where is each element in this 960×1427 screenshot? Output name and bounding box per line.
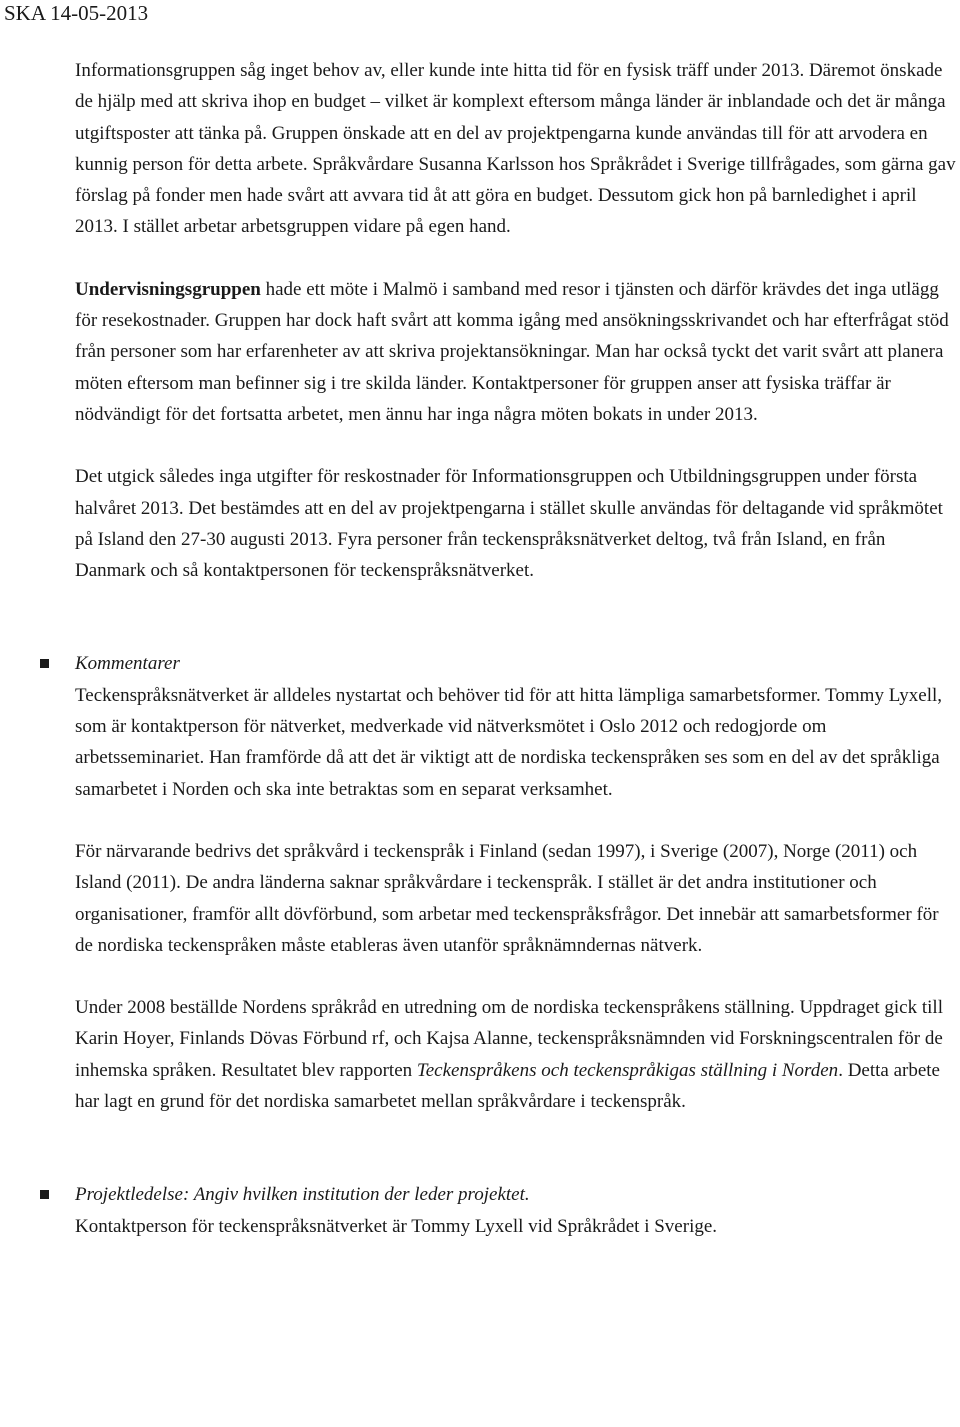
paragraph-kontaktperson: Kontaktperson för teckenspråksnätverket är Tommy Lyxell vid Språkrådet i Sverige. [75, 1215, 718, 1237]
document-header: SKA 14-05-2013 [4, 1, 149, 25]
paragraph-kommentarer-3 [75, 992, 959, 1117]
document-body [75, 55, 959, 1242]
paragraph-text: Under 2008 beställde Nordens språkråd en utredning om de nordiska teckenspråkens ställning. Uppdraget gick till Karin Hoyer, Finlands Dövas Förbund rf, och Kajsa Alanne, teckenspråksnämnden vid Forskningscentralen för de inhemska språken. Resultatet blev rapporten [75, 997, 943, 1081]
report-title: Teckenspråkens och teckenspråkigas ställning i Norden [416, 1059, 839, 1081]
paragraph-informationsgruppen: Informationsgruppen såg inget behov av, eller kunde inte hitta tid för en fysisk träff under 2013. Däremot önskade de hjälp med att skriva ihop en budget – vilket är komplext eftersom många länder är inblandade och det är många utgiftsposter att tänka på. Gruppen önskade att en del av projektpengarna kunde användas till för att arvodera en kunnig person för detta arbete. Språkvårdare Susanna Karlsson hos Språkrådet i Sverige tillfrågades, som gärna gav förslag på fonder men hade svårt att avvara tid åt att göra en budget. Dessutom gick hon på barnledighet i april 2013. I stället arbetar arbetsgruppen vidare på egen hand. [75, 60, 956, 238]
paragraph-kommentarer-2: För närvarande bedrivs det språkvård i teckenspråk i Finland (sedan 1997), i Sverige (2007), Norge (2011) och Island (2011). De andra länderna saknar språkvårdare i teckenspråk. I stället är det andra institutioner och organisationer, framför allt dövförbund, som arbetar med teckenspråksfrågor. Det innebär att samarbetsformer för de nordiska teckenspråken måste etableras även utanför språknämndernas nätverk. [75, 840, 939, 956]
paragraph-utgifter: Det utgick således inga utgifter för reskostnader för Informationsgruppen och Utbildningsgruppen under första halvåret 2013. Det bestämdes att en del av projektpengarna i stället skulle användas för deltagande vid språkmötet på Island den 27-30 augusti 2013. Fyra personer från teckenspråksnätverket deltog, två från Island, en från Danmark och så kontaktpersonen för teckenspråksnätverket. [75, 466, 943, 582]
section-heading-kommentarer: Kommentarer [75, 653, 180, 675]
paragraph-text: . Detta arbete har lagt en grund för det nordiska samarbetet mellan språkvårdare i teckenspråk. [75, 1059, 940, 1113]
paragraph-text: hade ett möte i Malmö i samband med resor i tjänsten och därför krävdes det inga utlägg för resekostnader. Gruppen har dock haft svårt att komma igång med ansökningsskrivandet och har efterfrågat stöd från personer som har erfarenheter av att skriva projektansökningar. Man har också tyckt det varit svårt att planera möten eftersom man befinner sig i tre skilda länder. Kontaktpersoner för gruppen anser att fysiska träffar är nödvändigt för det fortsatta arbetet, men ännu har inga några möten bokats in under 2013. [75, 278, 949, 425]
paragraph-undervisningsgruppen [75, 274, 959, 430]
bullet-square-icon [40, 659, 49, 668]
paragraph-kommentarer-1: Teckenspråksnätverket är alldeles nystartat och behöver tid för att hitta lämpliga samarbetsformer. Tommy Lyxell, som är kontaktperson för nätverket, medverkade vid nätverksmötet i Oslo 2012 och redogjorde om arbetsseminariet. Han framförde då att det är viktigt att de nordiska teckenspråken ses som en del av det språkliga samarbetet i Norden och ska inte betraktas som en separat verksamhet. [75, 684, 943, 800]
bullet-kommentarer [75, 648, 959, 679]
bullet-projektledelse [75, 1179, 959, 1210]
bullet-square-icon [40, 1190, 49, 1199]
bold-term: Undervisningsgruppen [75, 278, 261, 300]
section-heading-projektledelse: Projektledelse: Angiv hvilken institution der leder projektet. [75, 1184, 530, 1206]
